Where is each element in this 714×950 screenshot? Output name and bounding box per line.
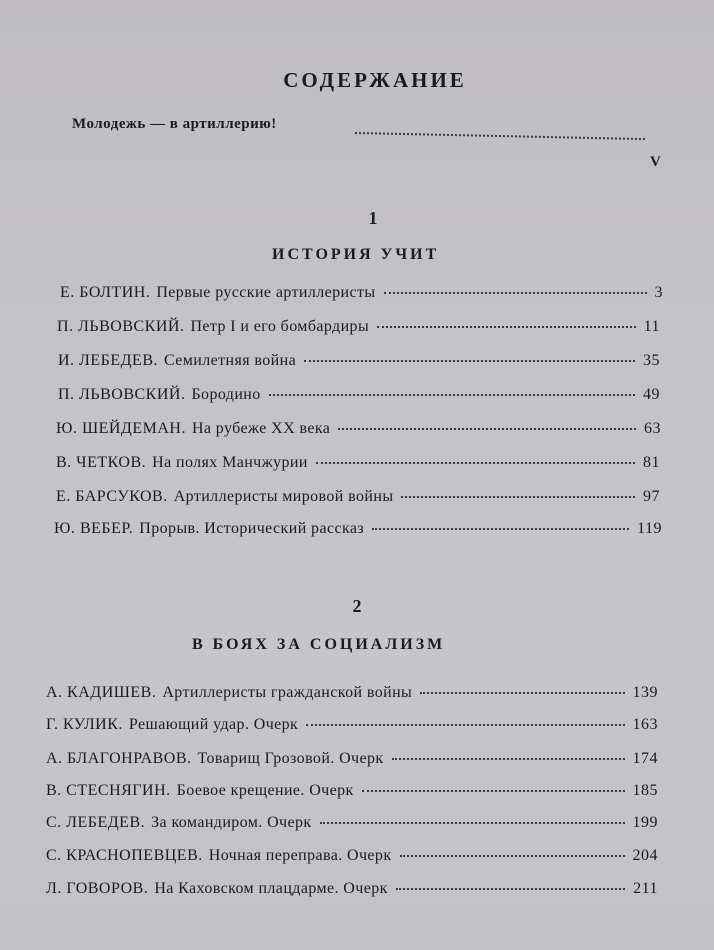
toc-page-number: 163 bbox=[632, 716, 658, 733]
toc-leader-dots bbox=[396, 888, 625, 890]
page-title: СОДЕРЖАНИЕ bbox=[283, 68, 467, 92]
toc-entry[interactable] bbox=[60, 284, 663, 312]
toc-author: С. КРАСНОПЕВЦЕВ. bbox=[46, 847, 203, 864]
toc-entry[interactable] bbox=[46, 847, 658, 875]
toc-title: На Каховском плацдарме. Очерк bbox=[154, 880, 388, 897]
toc-author: С. ЛЕБЕДЕВ. bbox=[46, 814, 146, 831]
toc-entry[interactable] bbox=[46, 716, 658, 744]
toc-title: На полях Манчжурии bbox=[152, 454, 308, 471]
toc-title: На рубеже XX века bbox=[191, 420, 331, 437]
toc-leader-dots bbox=[362, 790, 625, 792]
toc-title: Артиллеристы мировой войны bbox=[173, 488, 394, 505]
toc-page-number: 3 bbox=[654, 284, 663, 301]
toc-author: П. ЛЬВОВСКИЙ. bbox=[57, 318, 185, 335]
toc-entry[interactable] bbox=[57, 318, 660, 346]
toc-author: Л. ГОВОРОВ. bbox=[46, 880, 149, 897]
toc-page-number: 81 bbox=[643, 454, 660, 471]
toc-page-number: 139 bbox=[632, 684, 658, 701]
toc-author: Е. БАРСУКОВ. bbox=[56, 488, 168, 505]
toc-title: Ночная переправа. Очерк bbox=[208, 847, 392, 864]
toc-page-number: 174 bbox=[632, 750, 658, 767]
section-1-title: ИСТОРИЯ УЧИТ bbox=[272, 246, 440, 263]
toc-page-number: 199 bbox=[632, 814, 658, 831]
toc-page-number: 211 bbox=[633, 880, 658, 897]
intro-leader-dots bbox=[355, 132, 645, 140]
toc-leader-dots bbox=[304, 360, 635, 362]
toc-leader-dots bbox=[269, 394, 635, 396]
toc-author: Ю. ШЕЙДЕМАН. bbox=[56, 420, 186, 437]
toc-title: Первые русские артиллеристы bbox=[156, 284, 376, 301]
toc-leader-dots bbox=[400, 855, 625, 857]
toc-leader-dots bbox=[377, 326, 635, 328]
toc-entry[interactable] bbox=[46, 750, 658, 778]
toc-leader-dots bbox=[401, 496, 635, 498]
intro-title: Молодежь — в артиллерию! bbox=[72, 116, 277, 132]
toc-page-number: 11 bbox=[643, 318, 660, 335]
toc-title: Семилетняя война bbox=[164, 352, 297, 369]
toc-author: В. СТЕСНЯГИН. bbox=[46, 782, 171, 799]
toc-page-number: 35 bbox=[643, 352, 660, 369]
toc-title: Товарищ Грозовой. Очерк bbox=[197, 750, 384, 767]
toc-page-number: 119 bbox=[637, 520, 662, 537]
toc-leader-dots bbox=[316, 462, 635, 464]
toc-title: Артиллеристы гражданской войны bbox=[162, 684, 413, 701]
toc-entry[interactable] bbox=[54, 520, 662, 548]
toc-author: Е. БОЛТИН. bbox=[60, 284, 151, 301]
toc-page-number: 97 bbox=[643, 488, 660, 505]
toc-author: Ю. ВЕБЕР. bbox=[54, 520, 134, 537]
toc-entry[interactable] bbox=[58, 386, 660, 414]
toc-author: А. БЛАГОНРАВОВ. bbox=[46, 750, 192, 767]
toc-entry[interactable] bbox=[56, 420, 661, 448]
toc-title: Прорыв. Исторический рассказ bbox=[139, 520, 365, 537]
toc-leader-dots bbox=[420, 692, 624, 694]
toc-entry[interactable] bbox=[58, 352, 660, 380]
toc-leader-dots bbox=[338, 428, 636, 430]
intro-page-number: V bbox=[650, 154, 661, 170]
toc-title: Петр I и его бомбардиры bbox=[190, 318, 370, 335]
toc-title: Боевое крещение. Очерк bbox=[176, 782, 354, 799]
toc-author: В. ЧЕТКОВ. bbox=[56, 454, 147, 471]
toc-leader-dots bbox=[384, 292, 647, 294]
toc-author: П. ЛЬВОВСКИЙ. bbox=[58, 386, 186, 403]
toc-entry[interactable] bbox=[46, 814, 658, 842]
toc-title: За командиром. Очерк bbox=[151, 814, 312, 831]
toc-title: Решающий удар. Очерк bbox=[128, 716, 299, 733]
toc-author: И. ЛЕБЕДЕВ. bbox=[58, 352, 158, 369]
toc-page-number: 63 bbox=[644, 420, 661, 437]
toc-entry[interactable] bbox=[56, 454, 660, 482]
toc-leader-dots bbox=[392, 758, 625, 760]
toc-leader-dots bbox=[372, 528, 629, 530]
toc-leader-dots bbox=[306, 724, 624, 726]
section-2-number: 2 bbox=[352, 596, 362, 616]
section-1-number: 1 bbox=[368, 208, 378, 228]
toc-page-number: 185 bbox=[632, 782, 658, 799]
toc-entry[interactable] bbox=[56, 488, 660, 516]
toc-entry[interactable] bbox=[46, 684, 658, 712]
toc-author: А. КАДИШЕВ. bbox=[46, 684, 157, 701]
toc-page-number: 204 bbox=[632, 847, 658, 864]
toc-page-number: 49 bbox=[643, 386, 660, 403]
toc-author: Г. КУЛИК. bbox=[46, 716, 123, 733]
toc-title: Бородино bbox=[191, 386, 261, 403]
toc-entry[interactable] bbox=[46, 782, 658, 810]
toc-leader-dots bbox=[320, 822, 625, 824]
section-2-title: В БОЯХ ЗА СОЦИАЛИЗМ bbox=[192, 636, 446, 653]
toc-entry[interactable] bbox=[46, 880, 658, 908]
